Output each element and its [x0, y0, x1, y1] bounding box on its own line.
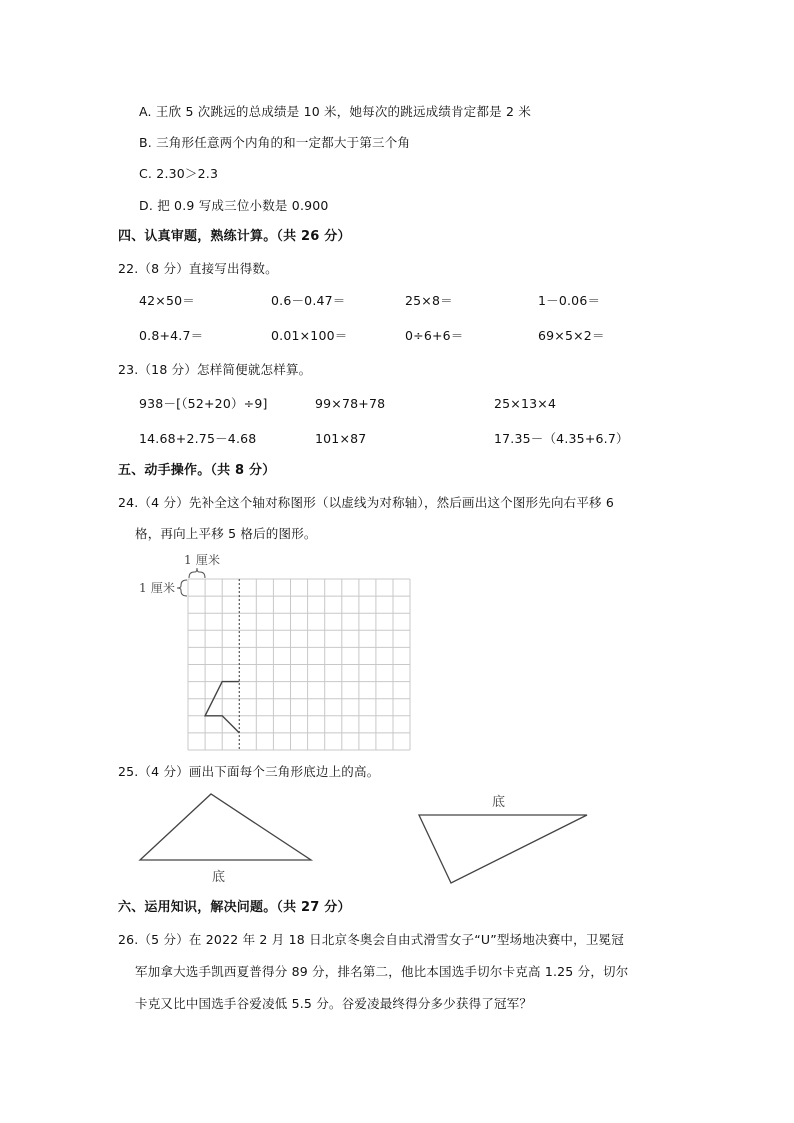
option-d-text: 把 0.9 写成三位小数是 0.900: [157, 198, 329, 213]
option-b-text: 三角形任意两个内角的和一定都大于第三个角: [156, 135, 411, 150]
triangle-1-base-label: 底: [212, 870, 226, 885]
grid-unit-label-top: 1 厘米: [184, 553, 221, 567]
calc-item: 69×5×2＝: [538, 328, 605, 343]
section-4-title: 四、认真审题，熟练计算。（共 26 分）: [118, 229, 351, 244]
calc-item: 0÷6+6＝: [405, 328, 464, 343]
brace-top-icon: [189, 568, 205, 578]
option-d-label: D.: [139, 198, 153, 213]
triangle-2-base-label: 底: [492, 795, 506, 810]
grid-unit-label-left: 1 厘米: [139, 581, 176, 595]
q24-line-2: 格，再向上平移 5 格后的图形。: [135, 526, 317, 541]
q26-line-2: 军加拿大选手凯西夏普得分 89 分，排名第二，他比本国选手切尔卡克高 1.25 分，切尔: [135, 964, 629, 979]
calc-item: 1－0.06＝: [538, 293, 601, 308]
option-c-label: C.: [139, 166, 153, 181]
q25-title: 25.（4 分）画出下面每个三角形底边上的高。: [118, 764, 380, 779]
option-a-text: 王欣 5 次跳远的总成绩是 10 米，她每次的跳远成绩肯定都是 2 米: [155, 104, 532, 119]
q22-title: 22.（8 分）直接写出得数。: [118, 261, 278, 276]
calc-item: 25×8＝: [405, 293, 453, 308]
calc-item: 99×78+78: [315, 396, 386, 411]
q26-line-1: 26.（5 分）在 2022 年 2 月 18 日北京冬奥会自由式滑雪女子“U”型场地决赛中，卫冕冠: [118, 932, 624, 947]
q24-line-1: 24.（4 分）先补全这个轴对称图形（以虚线为对称轴），然后画出这个图形先向右平移 6: [118, 495, 615, 510]
calc-item: 0.6－0.47＝: [271, 293, 346, 308]
calc-item: 14.68+2.75－4.68: [139, 431, 257, 446]
calc-item: 42×50＝: [139, 293, 195, 308]
q26-line-3: 卡克又比中国选手谷爱凌低 5.5 分。谷爱凌最终得分多少获得了冠军？: [135, 996, 533, 1011]
calc-item: 17.35－（4.35+6.7）: [494, 431, 629, 446]
triangle-1: [140, 794, 311, 860]
option-b-label: B.: [139, 135, 152, 150]
grid-lines: [188, 579, 410, 750]
option-a-label: A.: [139, 104, 152, 119]
section-6-title: 六、运用知识，解决问题。（共 27 分）: [118, 900, 351, 915]
calc-item: 938－[（52+20）÷9]: [139, 396, 268, 411]
section-5-title: 五、动手操作。（共 8 分）: [118, 463, 276, 478]
brace-left-icon: [177, 580, 187, 596]
calc-item: 25×13×4: [494, 396, 557, 411]
triangle-2: [419, 815, 587, 883]
calc-item: 0.8+4.7＝: [139, 328, 204, 343]
option-c-text: 2.30＞2.3: [156, 166, 219, 181]
calc-item: 0.01×100＝: [271, 328, 348, 343]
q23-title: 23.（18 分）怎样简便就怎样算。: [118, 362, 312, 377]
calc-item: 101×87: [315, 431, 367, 446]
